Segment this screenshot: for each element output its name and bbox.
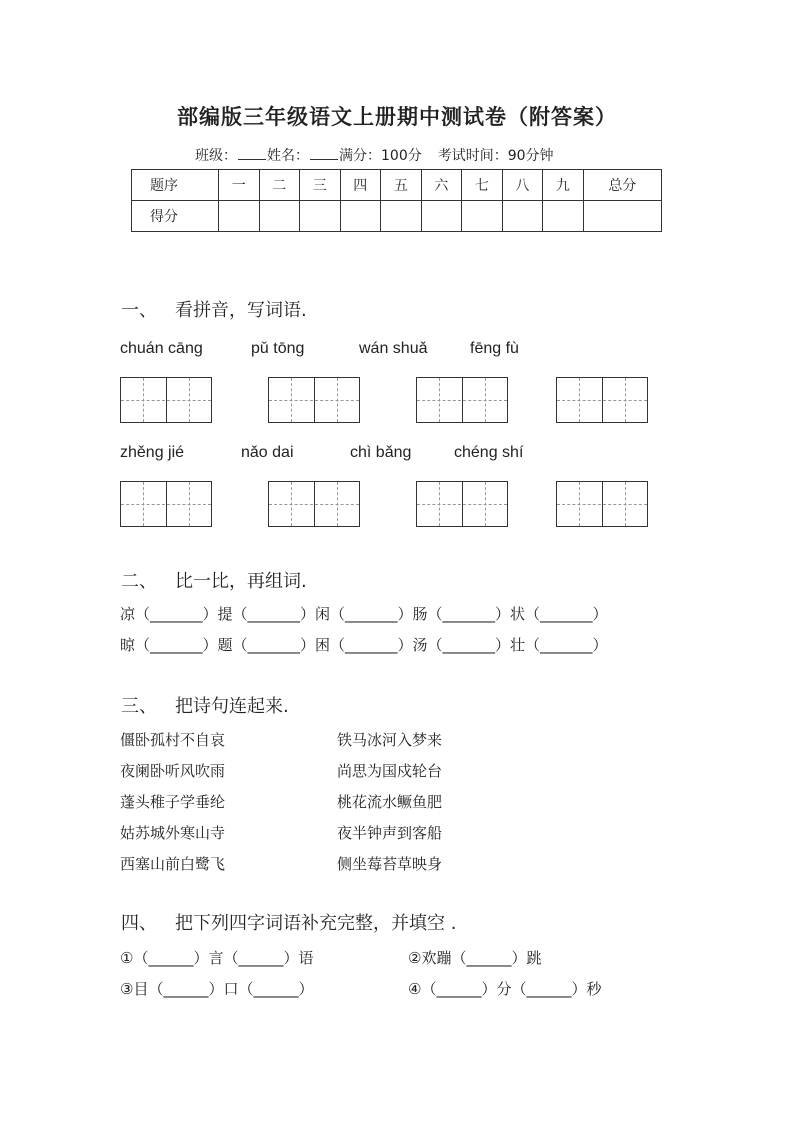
score-header-cell: 三 xyxy=(300,170,341,201)
score-header-cell: 一 xyxy=(219,170,260,201)
score-row-label: 得分 xyxy=(132,201,219,232)
poem-line-left: 夜阑卧听风吹雨 xyxy=(120,762,226,780)
score-header-cell: 八 xyxy=(502,170,543,201)
pinyin-item: pǔ tōng xyxy=(251,340,305,357)
pinyin-item: chéng shí xyxy=(454,444,524,461)
class-label: 班级： xyxy=(195,148,237,164)
idiom-item: ③目（______）口（______） xyxy=(120,980,314,998)
section2-title: 比一比，再组词. xyxy=(175,571,307,592)
score-cell[interactable] xyxy=(583,201,661,232)
section1-heading xyxy=(121,296,307,322)
writing-grid[interactable] xyxy=(268,377,360,423)
idiom-item: ④（______）分（______）秒 xyxy=(408,980,602,998)
poem-line-right: 侧坐莓苔草映身 xyxy=(337,855,443,873)
score-header-cell: 七 xyxy=(462,170,503,201)
idiom-item: ②欢蹦（______）跳 xyxy=(408,949,542,967)
score-cell[interactable] xyxy=(543,201,584,232)
writing-grid[interactable] xyxy=(556,481,648,527)
poem-line-right: 夜半钟声到客船 xyxy=(337,824,443,842)
writing-grid[interactable] xyxy=(268,481,360,527)
score-header-cell: 九 xyxy=(543,170,584,201)
class-blank[interactable] xyxy=(238,147,266,160)
score-header-cell: 二 xyxy=(259,170,300,201)
score-label: 满分：100分 xyxy=(339,148,422,164)
poem-line-right: 铁马冰河入梦来 xyxy=(337,731,443,749)
score-header-cell: 六 xyxy=(421,170,462,201)
score-header-cell: 五 xyxy=(381,170,422,201)
name-label: 姓名： xyxy=(267,148,309,164)
poem-line-right: 桃花流水鳜鱼肥 xyxy=(337,793,443,811)
writing-grid[interactable] xyxy=(120,377,212,423)
section1-title: 看拼音，写词语. xyxy=(175,300,307,321)
time-label: 考试时间：90分钟 xyxy=(437,148,554,164)
score-cell[interactable] xyxy=(421,201,462,232)
section4-heading xyxy=(121,909,456,935)
pinyin-item: zhěng jié xyxy=(120,444,185,461)
exam-info xyxy=(195,145,554,165)
section3-heading xyxy=(121,692,289,718)
poem-line-right: 尚思为国戍轮台 xyxy=(337,762,443,780)
score-cell[interactable] xyxy=(340,201,381,232)
section2-number: 二、 xyxy=(121,571,157,592)
pinyin-item: fēng fù xyxy=(470,340,519,357)
section4-number: 四、 xyxy=(121,913,157,934)
score-cell[interactable] xyxy=(219,201,260,232)
writing-grid[interactable] xyxy=(416,481,508,527)
section2-heading xyxy=(121,567,307,593)
idiom-item: ①（______）言（______）语 xyxy=(120,949,314,967)
score-cell[interactable] xyxy=(462,201,503,232)
poem-line-left: 西塞山前白鹭飞 xyxy=(120,855,226,873)
section4-title: 把下列四字词语补充完整，并填空 . xyxy=(175,913,457,934)
pinyin-item: chuán cāng xyxy=(120,340,203,357)
writing-grid[interactable] xyxy=(120,481,212,527)
score-header-cell: 题序 xyxy=(132,170,219,201)
writing-grid[interactable] xyxy=(416,377,508,423)
pinyin-item: nǎo dai xyxy=(241,444,294,461)
score-cell[interactable] xyxy=(300,201,341,232)
score-header-cell: 总分 xyxy=(583,170,661,201)
poem-line-left: 蓬头稚子学垂纶 xyxy=(120,793,226,811)
score-header-cell: 四 xyxy=(340,170,381,201)
section1-number: 一、 xyxy=(121,300,157,321)
score-cell[interactable] xyxy=(502,201,543,232)
section3-number: 三、 xyxy=(121,696,157,717)
compare-row: 凉（_______）提（_______）闲（_______）肠（_______）状（_______） xyxy=(120,605,608,623)
score-table-header-row xyxy=(132,170,662,201)
poem-line-left: 僵卧孤村不自哀 xyxy=(120,731,226,749)
section3-title: 把诗句连起来. xyxy=(175,696,289,717)
score-table-score-row xyxy=(132,201,662,232)
score-cell[interactable] xyxy=(381,201,422,232)
compare-row: 晾（_______）题（_______）困（_______）汤（_______）壮（_______） xyxy=(120,636,608,654)
score-table xyxy=(131,169,662,232)
pinyin-item: wán shuǎ xyxy=(359,340,428,357)
poem-line-left: 姑苏城外寒山寺 xyxy=(120,824,226,842)
score-cell[interactable] xyxy=(259,201,300,232)
name-blank[interactable] xyxy=(310,147,338,160)
writing-grid[interactable] xyxy=(556,377,648,423)
page-title: 部编版三年级语文上册期中测试卷（附答案） xyxy=(177,104,617,129)
pinyin-item: chì bǎng xyxy=(350,444,412,461)
